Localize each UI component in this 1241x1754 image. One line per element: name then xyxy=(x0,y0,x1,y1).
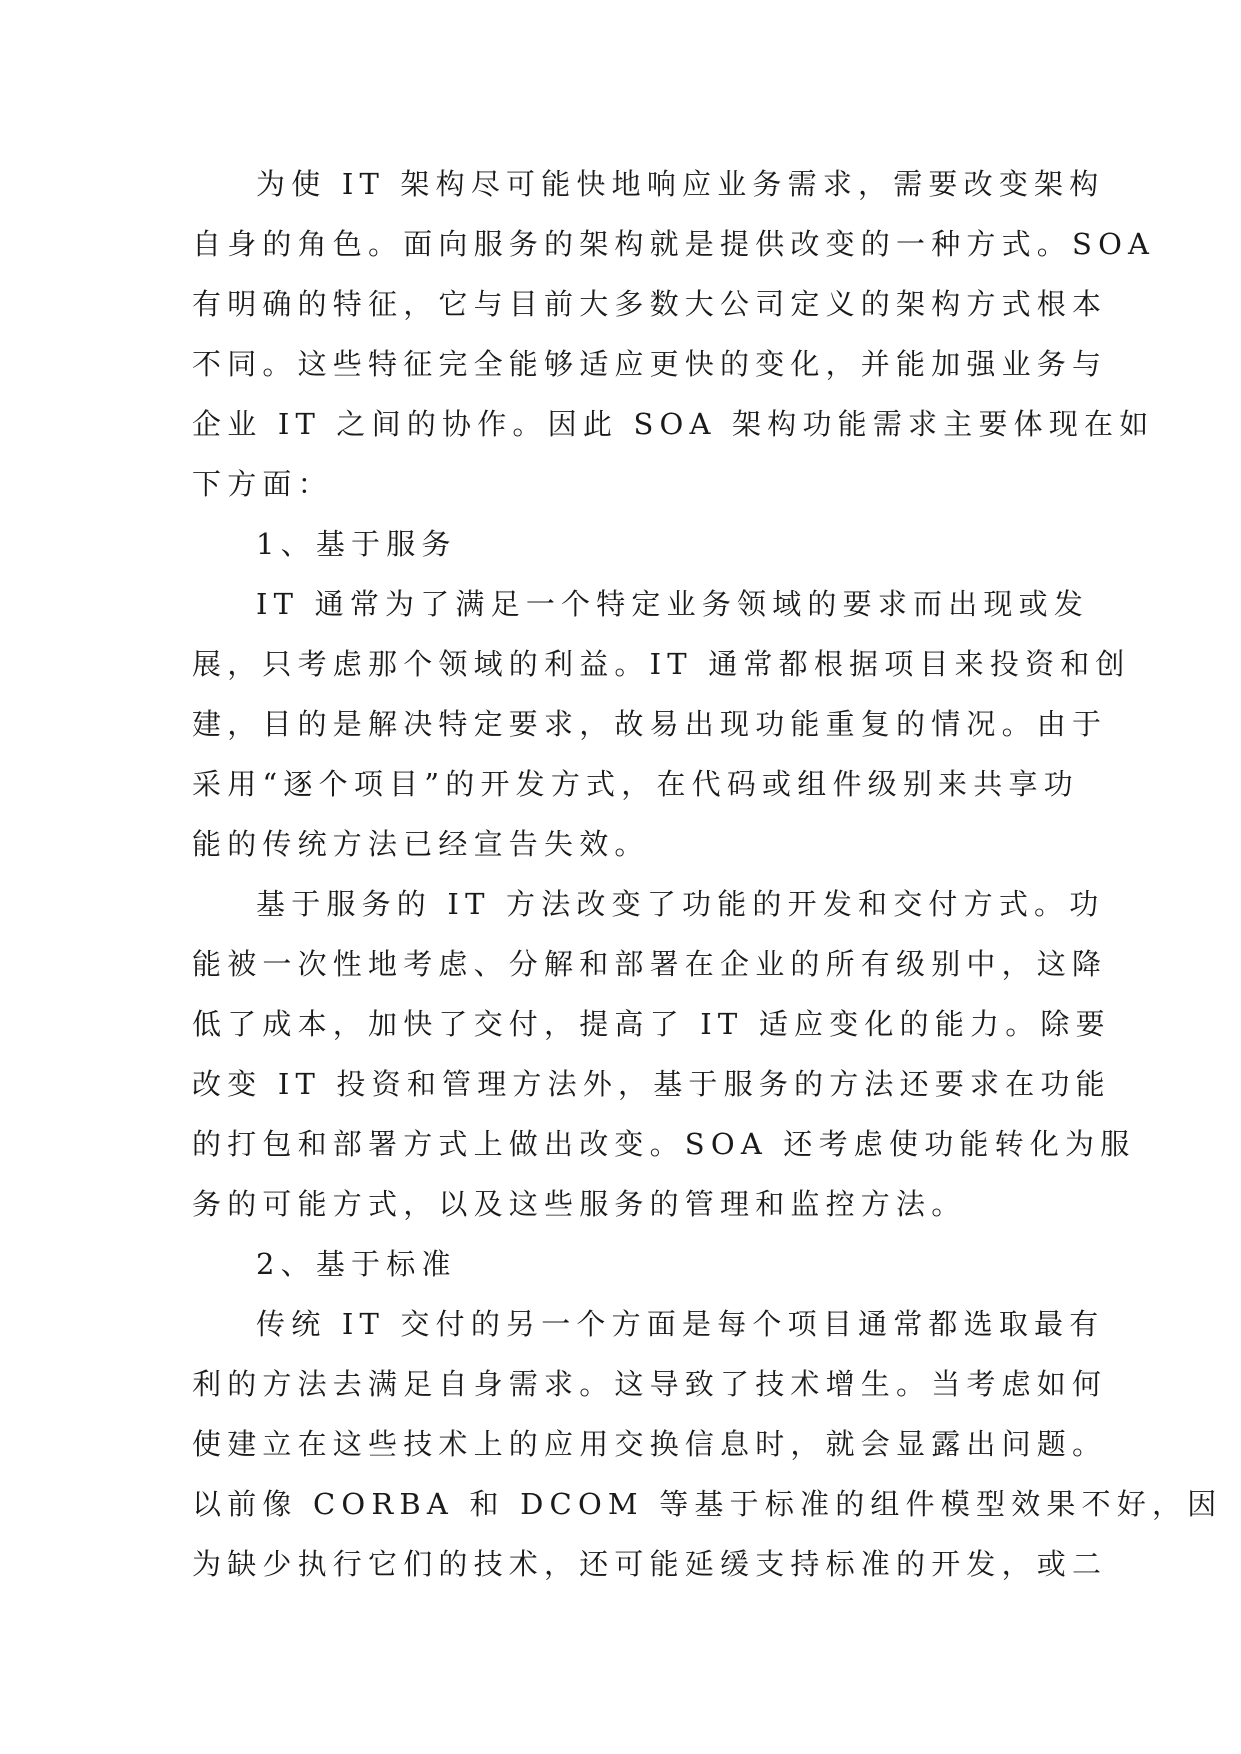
text-line: 下方面： xyxy=(192,467,333,501)
text-line: 展，只考虑那个领域的利益。IT 通常都根据项目来投资和创 xyxy=(192,647,1131,681)
text-line: 自身的角色。面向服务的架构就是提供改变的一种方式。SOA xyxy=(192,227,1156,261)
text-line: 基于服务的 IT 方法改变了功能的开发和交付方式。功 xyxy=(256,887,1105,921)
text-line: 采用“逐个项目”的开发方式，在代码或组件级别来共享功 xyxy=(192,767,1079,801)
text-line: 建，目的是解决特定要求，故易出现功能重复的情况。由于 xyxy=(192,707,1108,741)
text-line: 的打包和部署方式上做出改变。SOA 还考虑使功能转化为服 xyxy=(192,1127,1136,1161)
section-heading: 1、基于服务 xyxy=(256,527,457,561)
text-line: 不同。这些特征完全能够适应更快的变化，并能加强业务与 xyxy=(192,347,1108,381)
text-line: 利的方法去满足自身需求。这导致了技术增生。当考虑如何 xyxy=(192,1367,1108,1401)
text-line: 能被一次性地考虑、分解和部署在企业的所有级别中，这降 xyxy=(192,947,1108,981)
text-line: 使建立在这些技术上的应用交换信息时，就会显露出问题。 xyxy=(192,1427,1108,1461)
text-line: 为缺少执行它们的技术，还可能延缓支持标准的开发，或二 xyxy=(192,1547,1108,1581)
text-line: 务的可能方式，以及这些服务的管理和监控方法。 xyxy=(192,1187,967,1221)
text-line: 企业 IT 之间的协作。因此 SOA 架构功能需求主要体现在如 xyxy=(192,407,1155,441)
text-line: 低了成本，加快了交付，提高了 IT 适应变化的能力。除要 xyxy=(192,1007,1111,1041)
text-line: 以前像 CORBA 和 DCOM 等基于标准的组件模型效果不好，因 xyxy=(192,1487,1223,1521)
text-line: 传统 IT 交付的另一个方面是每个项目通常都选取最有 xyxy=(256,1307,1105,1341)
text-line: 为使 IT 架构尽可能快地响应业务需求，需要改变架构 xyxy=(256,167,1105,201)
text-line: 改变 IT 投资和管理方法外，基于服务的方法还要求在功能 xyxy=(192,1067,1111,1101)
text-line: IT 通常为了满足一个特定业务领域的要求而出现或发 xyxy=(256,587,1090,621)
text-line: 能的传统方法已经宣告失效。 xyxy=(192,827,650,861)
text-line: 有明确的特征，它与目前大多数大公司定义的架构方式根本 xyxy=(192,287,1108,321)
section-heading: 2、基于标准 xyxy=(256,1247,457,1281)
